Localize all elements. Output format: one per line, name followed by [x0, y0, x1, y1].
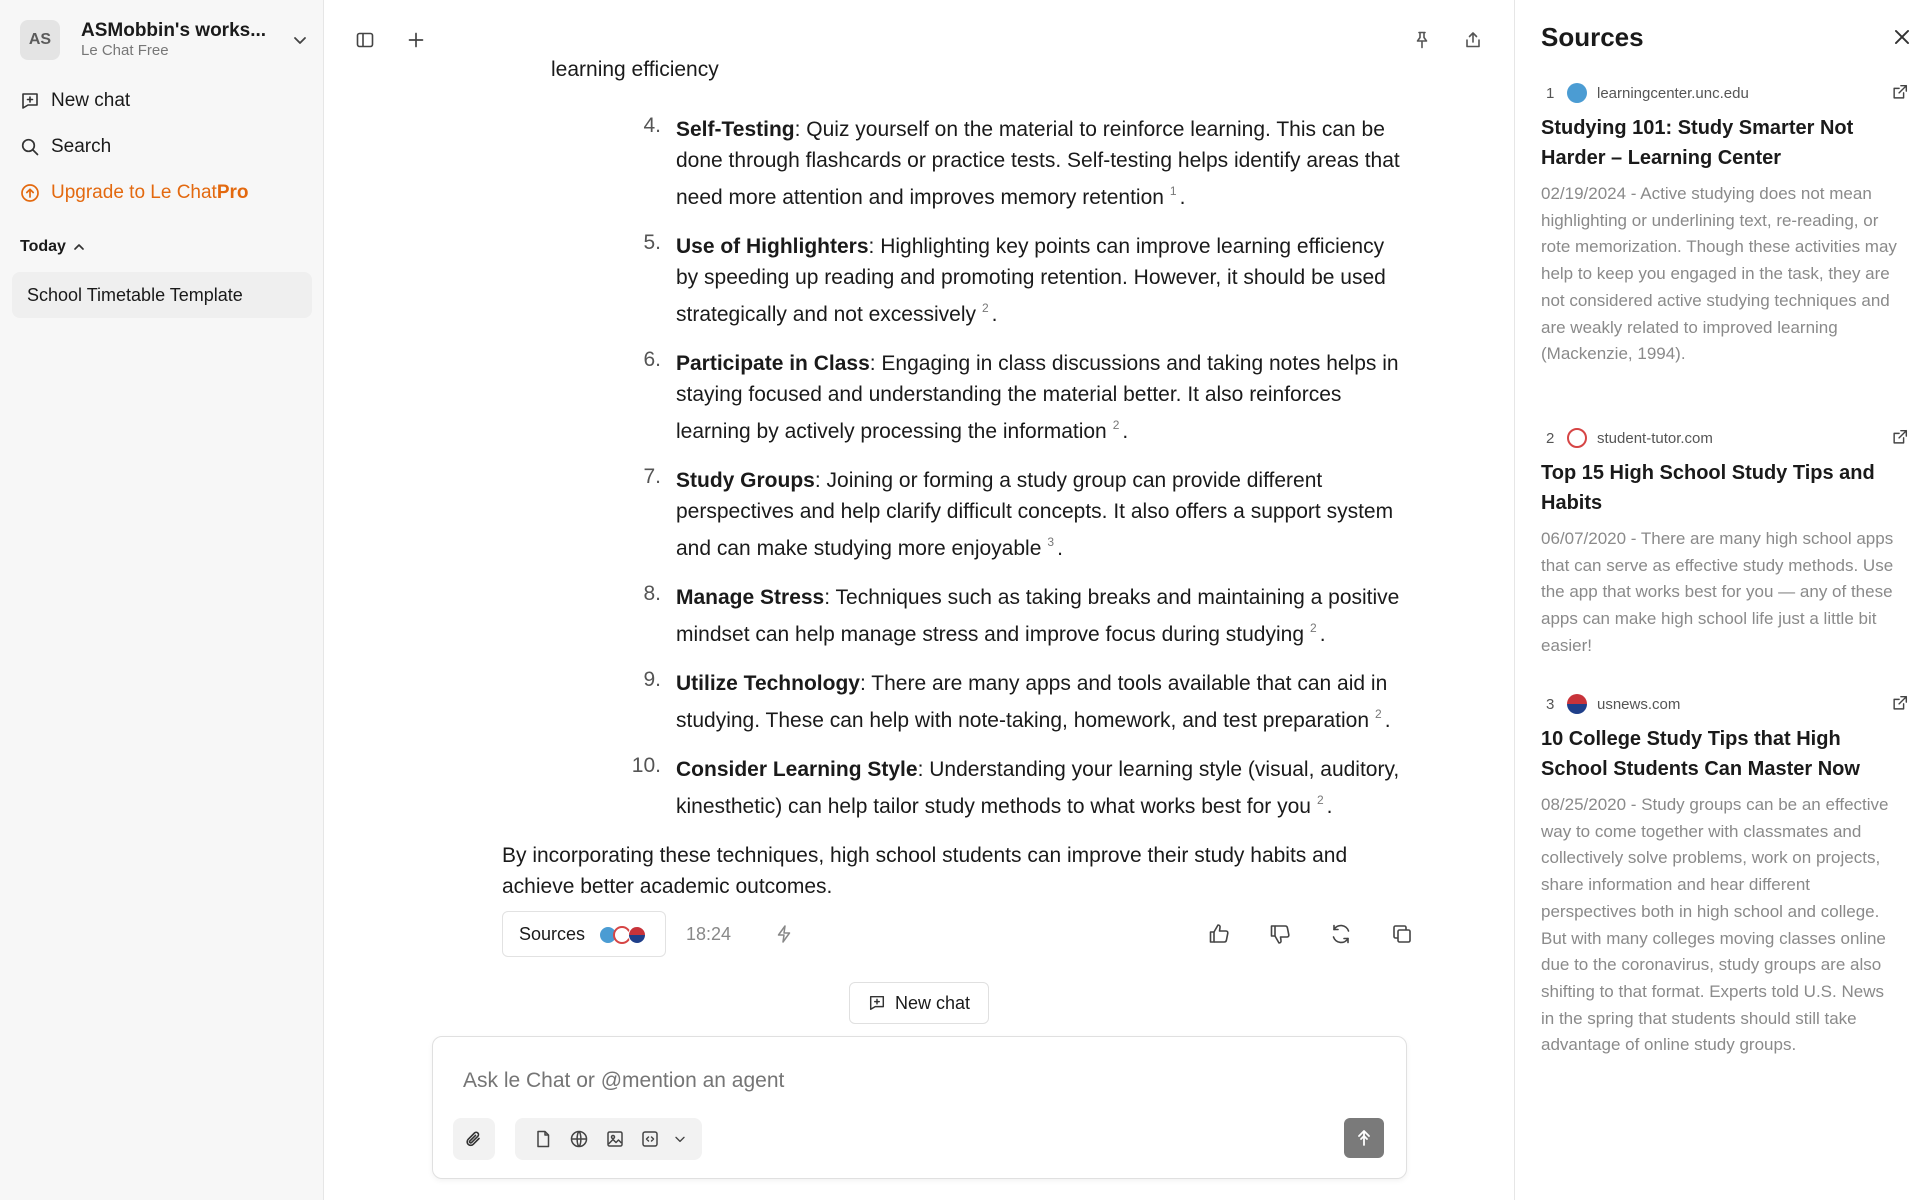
- list-item: 10. Consider Learning Style: Understanding your learning style (visual, auditory, kinesthetic) can help tailor study methods to what works best for you $^2$ .: [500, 754, 1400, 822]
- history-section-label: Today: [20, 238, 66, 255]
- history-item-label: School Timetable Template: [27, 284, 243, 305]
- message-input[interactable]: [463, 1069, 1363, 1093]
- source-domain: learningcenter.unc.edu: [1597, 84, 1749, 102]
- list-item: 5. Use of Highlighters: Highlighting key points can improve learning efficiency by speeding up reading and promoting retention. However, it should be used strategically and not excessively $^2$ .: [500, 231, 1400, 330]
- list-item: 6. Participate in Class: Engaging in class discussions and taking notes helps in staying focused and understanding the material better. It also reinforces learning by actively processing the information $^2$ .: [500, 348, 1400, 447]
- list-item-title: Participate in Class: [676, 352, 870, 375]
- thumbs-up-icon[interactable]: [1207, 922, 1231, 946]
- paperclip-icon: [464, 1129, 484, 1149]
- workspace-switcher[interactable]: [20, 20, 310, 60]
- usnews-favicon-icon: [1567, 694, 1587, 714]
- usnews-favicon-icon: [628, 926, 646, 944]
- source-card[interactable]: [1541, 692, 1901, 1059]
- source-card[interactable]: [1541, 426, 1901, 660]
- search-icon: [20, 137, 40, 157]
- globe-icon[interactable]: [569, 1129, 589, 1149]
- source-domain: student-tutor.com: [1597, 429, 1713, 447]
- student-tutor-favicon-icon: [1567, 428, 1587, 448]
- list-item-title: Manage Stress: [676, 586, 825, 609]
- list-item-number: 4.: [643, 114, 661, 137]
- list-item-number: 6.: [643, 348, 661, 371]
- source-card[interactable]: [1541, 81, 1901, 368]
- list-item-body: : Understanding your learning style (visual, auditory, kinesthetic) can help tailor study methods to what works best for you: [676, 758, 1400, 818]
- send-button[interactable]: [1344, 1118, 1384, 1158]
- partial-line: learning efficiency: [551, 58, 719, 81]
- citation-marker[interactable]: 2: [1112, 418, 1120, 432]
- composer: [432, 1036, 1407, 1179]
- citation-marker[interactable]: 1: [1169, 184, 1177, 198]
- closing-paragraph: By incorporating these techniques, high school students can improve their study habits and achieve better academic outcomes.: [502, 844, 1348, 898]
- copy-icon[interactable]: [1390, 922, 1414, 946]
- source-title[interactable]: 10 College Study Tips that High School Students Can Master Now: [1541, 728, 1860, 780]
- lightning-icon[interactable]: [774, 924, 794, 944]
- external-link-icon[interactable]: [1891, 694, 1909, 712]
- list-item: 4. Self-Testing: Quiz yourself on the material to reinforce learning. This can be done through flashcards or practice tests. Self-testing helps identify areas that need more attention and improves memory retention $^1$ .: [500, 114, 1400, 213]
- list-item-number: 8.: [643, 582, 661, 605]
- image-icon[interactable]: [605, 1129, 625, 1149]
- list-item-title: Use of Highlighters: [676, 235, 869, 258]
- workspace-plan: Le Chat Free: [81, 42, 169, 59]
- source-title[interactable]: Studying 101: Study Smarter Not Harder – Learning Center: [1541, 117, 1854, 169]
- regenerate-icon[interactable]: [1329, 922, 1353, 946]
- source-favicons: [599, 926, 651, 944]
- list-item-title: Self-Testing: [676, 118, 795, 141]
- sources-panel-title: Sources: [1541, 22, 1644, 52]
- source-number: 3: [1546, 695, 1555, 713]
- list-item-title: Study Groups: [676, 469, 815, 492]
- source-number: 1: [1546, 84, 1555, 102]
- source-description: 02/19/2024 - Active studying does not mean highlighting or underlining text, re-reading, or rote memorization. Though these activities may help to keep you engaged in the task, they are not considered active studying techniques and are weakly related to improved learning (Mackenzie, 1994).: [1541, 184, 1897, 364]
- list-item-body: : Engaging in class discussions and taking notes helps in staying focused and understanding the material better. It also reinforces learning by actively processing the information: [676, 352, 1399, 443]
- list-item-number: 9.: [643, 668, 661, 691]
- sidebar-search[interactable]: [20, 133, 111, 161]
- citation-marker[interactable]: 2: [1310, 621, 1317, 635]
- thumbs-down-icon[interactable]: [1268, 922, 1292, 946]
- new-chat-icon: [20, 91, 40, 111]
- composer-tools: [515, 1118, 702, 1160]
- upgrade-pro-label: Pro: [216, 182, 249, 203]
- list-item: 8. Manage Stress: Techniques such as taking breaks and maintaining a positive mindset can help manage stress and improve focus during studying $^2$ .: [500, 582, 1400, 650]
- sidebar-new-chat-label: New chat: [51, 90, 131, 111]
- chat-area: [325, 0, 1513, 1200]
- list-item-body: : Techniques such as taking breaks and maintaining a positive mindset can help manage stress and improve focus during studying: [676, 586, 1400, 646]
- avatar: AS: [20, 20, 60, 60]
- chevron-down-icon[interactable]: [672, 1129, 688, 1149]
- list-item-body: : Quiz yourself on the material to reinforce learning. This can be done through flashcards or practice tests. Self-testing helps identify areas that need more attention and improves memory retention: [676, 118, 1400, 209]
- list-item-number: 5.: [643, 231, 661, 254]
- attach-button[interactable]: [453, 1118, 495, 1160]
- new-chat-button-label: New chat: [894, 992, 971, 1013]
- external-link-icon[interactable]: [1891, 428, 1909, 446]
- message-actions: [502, 911, 1402, 957]
- new-chat-icon: [868, 994, 886, 1012]
- list-item: 9. Utilize Technology: There are many apps and tools available that can aid in studying. These can help with note-taking, homework, and test preparation $^2$ .: [500, 668, 1400, 736]
- sources-button[interactable]: [502, 911, 666, 957]
- citation-marker[interactable]: 2: [1375, 707, 1382, 721]
- external-link-icon[interactable]: [1891, 83, 1909, 101]
- history-item[interactable]: [12, 272, 312, 318]
- document-icon[interactable]: [533, 1129, 553, 1149]
- source-description: 08/25/2020 - Study groups can be an effective way to come together with classmates and collectively solve problems, work on projects, share information and hear different perspectives both in high school and college. But with many colleges moving classes online due to the coronavirus, study groups are also shifting to that format. Experts told U.S. News in the spring that students should still take advantage of online study groups.: [1541, 795, 1889, 1055]
- new-chat-button[interactable]: [849, 982, 989, 1024]
- sidebar-new-chat[interactable]: [20, 87, 130, 115]
- list-item-number: 7.: [643, 465, 661, 488]
- source-description: 06/07/2020 - There are many high school apps that can serve as effective study methods. Use the app that works best for you — any of these apps can make high school life just a little bit easier!: [1541, 529, 1894, 655]
- list-item-body: : There are many apps and tools available that can aid in studying. These can help with note-taking, homework, and test preparation: [676, 672, 1388, 732]
- sidebar-upgrade[interactable]: [20, 179, 249, 207]
- list-item: 7. Study Groups: Joining or forming a study group can provide different perspectives and help clarify difficult concepts. It also offers a support system and can make studying more enjoyable $^3$ .: [500, 465, 1400, 564]
- citation-marker[interactable]: 2: [981, 301, 989, 315]
- workspace-name: ASMobbin's works...: [81, 20, 267, 41]
- unc-favicon-icon: [1567, 83, 1587, 103]
- chevron-down-icon[interactable]: [290, 30, 310, 50]
- list-item-number: 10.: [631, 754, 661, 777]
- message-timestamp: 18:24: [686, 924, 732, 944]
- close-icon[interactable]: [1891, 26, 1913, 48]
- citation-marker[interactable]: 2: [1316, 793, 1324, 807]
- source-domain: usnews.com: [1597, 695, 1681, 713]
- sidebar-search-label: Search: [51, 136, 112, 157]
- list-item-title: Consider Learning Style: [676, 758, 918, 781]
- sources-panel: [1514, 0, 1920, 1200]
- list-item-body: : Joining or forming a study group can provide different perspectives and help clarify difficult concepts. It also offers a support system and can make studying more enjoyable: [676, 469, 1394, 560]
- source-number: 2: [1546, 429, 1555, 447]
- sources-button-label: Sources: [519, 923, 586, 944]
- sidebar: [0, 0, 324, 1200]
- list-item-body: : Highlighting key points can improve learning efficiency by speeding up reading and promoting retention. However, it should be used strategically and not excessively: [676, 235, 1386, 326]
- send-arrow-icon: [1354, 1128, 1374, 1148]
- list-item-title: Utilize Technology: [676, 672, 860, 695]
- chevron-up-icon: [72, 240, 86, 254]
- source-title[interactable]: Top 15 High School Study Tips and Habits: [1541, 462, 1875, 514]
- code-icon[interactable]: [640, 1129, 660, 1149]
- upgrade-arrow-icon: [20, 183, 40, 203]
- citation-marker[interactable]: 3: [1047, 535, 1055, 549]
- upgrade-label: Upgrade to Le Chat: [51, 182, 217, 203]
- history-section-today[interactable]: [20, 238, 86, 256]
